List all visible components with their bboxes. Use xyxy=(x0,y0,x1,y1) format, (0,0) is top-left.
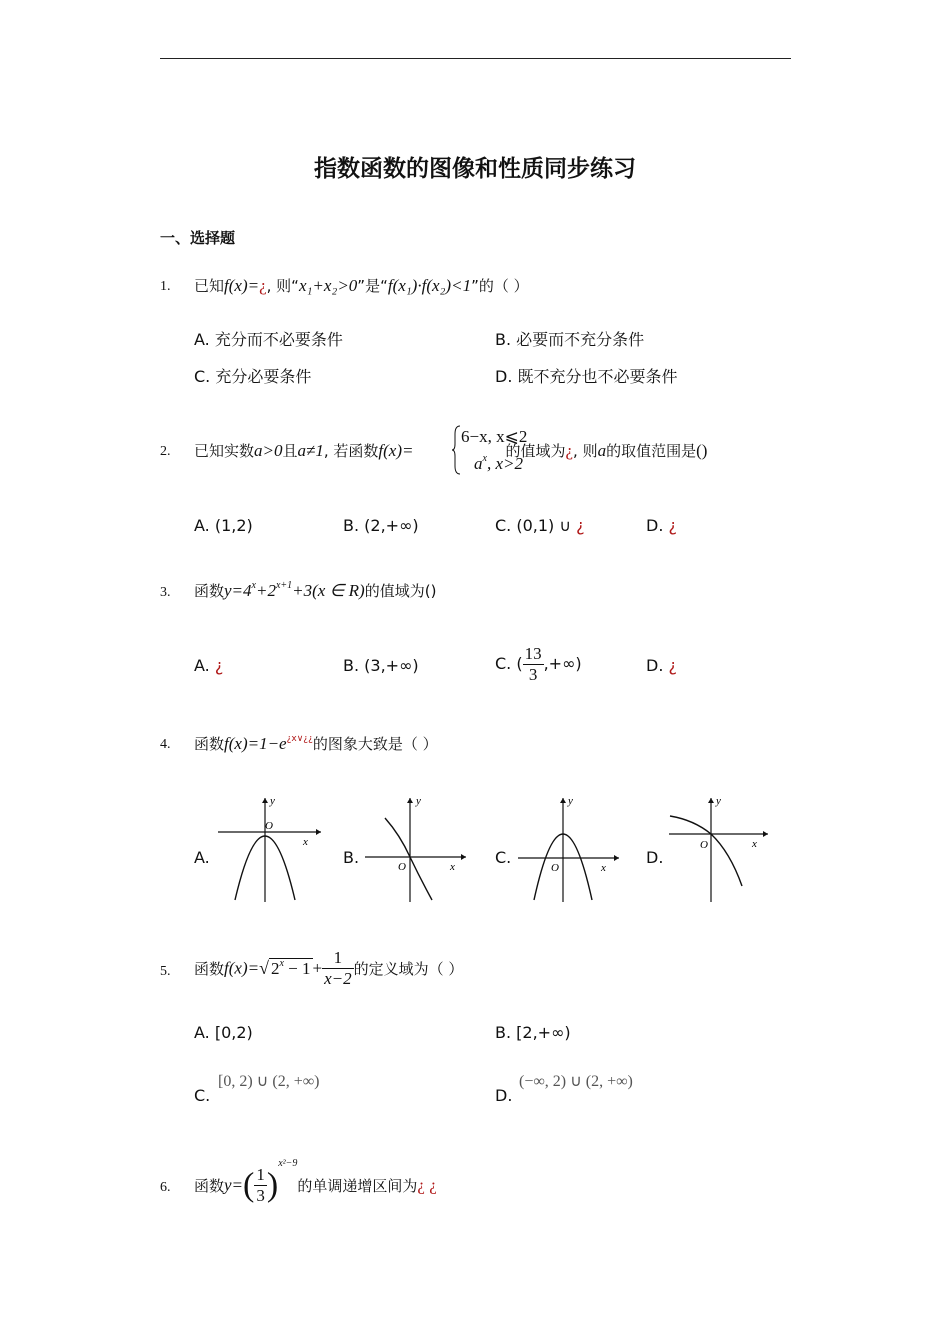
q5-option-d-expression: (−∞, 2) ∪ (2, +∞) xyxy=(519,1073,633,1090)
q2-option-a[interactable]: A. (1,2) xyxy=(194,516,253,535)
q5-option-b[interactable]: B. [2,+∞) xyxy=(495,1023,571,1042)
q4-graph-a[interactable] xyxy=(213,790,323,908)
q4-option-a[interactable]: A. xyxy=(194,848,210,867)
q2-piece-1: 6−x, x⩽2 xyxy=(461,427,528,446)
svg-text:x: x xyxy=(752,838,757,850)
q3-option-c[interactable]: C. ( $\frac{13}{3}$ ,+∞) xyxy=(495,644,582,684)
q2-piece-2: $a^x$, x>2 xyxy=(474,453,523,473)
header-rule xyxy=(160,58,791,59)
q1-number: 1. xyxy=(160,279,171,294)
q2-number: 2. xyxy=(160,444,171,459)
q5-option-c-expression: [0, 2) ∪ (2, +∞) xyxy=(218,1073,320,1090)
q3-option-b[interactable]: B. (3,+∞) xyxy=(343,656,419,675)
q2-option-b[interactable]: B. (2,+∞) xyxy=(343,516,419,535)
svg-text:y: y xyxy=(416,795,421,807)
q3-stem: 函数$y=4^x+2^{x+1}+3(x$ ∈ R)的值域为() xyxy=(194,580,437,600)
svg-text:x: x xyxy=(303,836,308,848)
q5-option-a[interactable]: A. [0,2) xyxy=(194,1023,253,1042)
q1-option-d[interactable]: D. 既不充分也不必要条件 xyxy=(495,367,678,386)
q3-option-a[interactable]: A. ¿ xyxy=(194,656,224,675)
q4-graph-b[interactable] xyxy=(360,790,470,908)
q6-stem: 函数y=( $\frac{1}{3}$ )$^{x^2-9}$的单调递增区间为¿ ¿ xyxy=(194,1158,437,1205)
q3-option-d[interactable]: D. ¿ xyxy=(646,656,677,675)
q4-option-b[interactable]: B. xyxy=(343,848,360,867)
section-heading: 一、选择题 xyxy=(160,229,236,247)
svg-text:x: x xyxy=(601,862,606,874)
q5-stem: 函数f(x)=√ $2^x - 1$ + $\frac{1}{x-2}$ 的定义域为（ ） xyxy=(194,948,464,988)
q1-stem: 已知f(x)=¿, 则“x₁+x₂>0”是“f(x₁)·f(x₂)<1”的（ ） xyxy=(194,276,529,295)
q3-number: 3. xyxy=(160,585,171,600)
q5-option-d[interactable]: D. xyxy=(495,1086,513,1105)
q4-option-d[interactable]: D. xyxy=(646,848,664,867)
q2-stem: 已知实数a>0且a≠1, 若函数f(x)= 的值域为¿, 则a的取值范围是() xyxy=(194,441,708,460)
svg-text:y: y xyxy=(568,795,573,807)
q1-option-b[interactable]: B. 必要而不充分条件 xyxy=(495,330,645,349)
svg-text:O: O xyxy=(551,862,559,874)
page-title: 指数函数的图像和性质同步练习 xyxy=(314,156,636,182)
q4-stem: 函数$f(x)=1-e^{¿x\vee¿¿}$的图象大致是（ ） xyxy=(194,734,438,753)
q4-number: 4. xyxy=(160,737,171,752)
q5-option-c[interactable]: C. xyxy=(194,1086,211,1105)
svg-text:O: O xyxy=(700,839,708,851)
q2-option-c[interactable]: C. (0,1) ∪ ¿ xyxy=(495,516,585,535)
svg-text:O: O xyxy=(265,820,273,832)
svg-text:y: y xyxy=(716,795,721,807)
svg-text:O: O xyxy=(398,861,406,873)
q6-number: 6. xyxy=(160,1180,171,1195)
q4-option-c[interactable]: C. xyxy=(495,848,512,867)
q1-option-c[interactable]: C. 充分必要条件 xyxy=(194,367,312,386)
q4-graph-c[interactable] xyxy=(513,790,623,908)
q4-graph-d[interactable] xyxy=(664,790,774,908)
svg-text:x: x xyxy=(450,861,455,873)
svg-text:y: y xyxy=(270,795,275,807)
q1-option-a[interactable]: A. 充分而不必要条件 xyxy=(194,330,343,349)
q5-number: 5. xyxy=(160,964,171,979)
q2-option-d[interactable]: D. ¿ xyxy=(646,516,677,535)
